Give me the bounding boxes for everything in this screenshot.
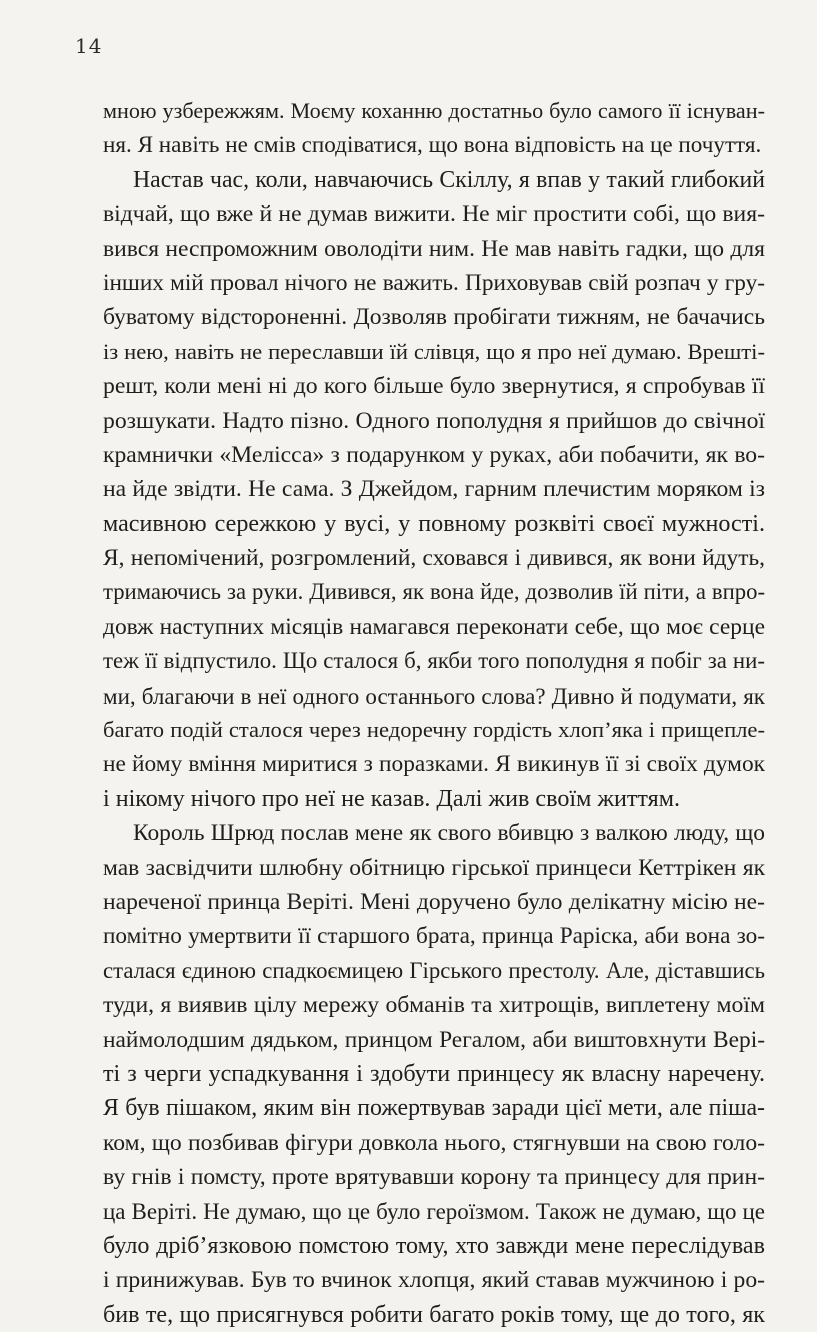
text-line: Настав час, коли, навчаючись Скіллу, я впав у такий глибокий [133,166,765,193]
text-line: багато подій сталося через недоречну гордість хлоп’яка і прищепле- [103,717,765,743]
text-line: і нікому нічого про неї не казав. Далі жив своїм життям. [103,785,680,812]
text-line: бив те, що присягнувся робити багато років тому, ще до того, як [103,1301,765,1328]
text-line: решт, коли мені ні до кого більше було звернутися, я спробував її [103,373,765,400]
text-line: ня. Я навіть не смів сподіватися, що вона відповість на це почуття. [103,132,762,159]
text-line: ми, благаючи в неї одного останнього слова? Дивно й подумати, як [103,682,765,709]
text-line: ву гнів і помсту, проте врятувавши корону та принцесу для прин- [103,1164,765,1191]
text-line: відчай, що вже й не думав вижити. Не міг простити собі, що вия- [103,201,765,228]
text-line: сталася єдиною спадкоємицею Гірського престолу. Але, діставшись [103,957,765,983]
text-line: теж її відпустило. Що сталося б, якби того пополудня я побіг за ни- [103,648,765,674]
page-number: 14 [75,34,103,58]
text-line: нареченої принца Веріті. Мені доручено було делікатну місію не- [103,888,765,915]
text-line: ца Веріті. Не думаю, що це було героїзмом. Також не думаю, що це [103,1198,765,1224]
text-line: із нею, навіть не переславши їй слівця, що я про неї думаю. Врешті- [103,338,765,364]
text-line: не йому вміння миритися з поразками. Я викинув її зі своїх думок [103,751,765,778]
text-line: мною узбережжям. Моєму коханню достатньо було самого її існуван- [103,98,765,123]
text-line: Король Шрюд послав мене як свого вбивцю з валкою люду, що [133,820,765,847]
text-line: буватому відстороненні. Дозволяв пробігати тижням, не бачачись [103,304,765,331]
text-line: на йде звідти. Не сама. З Джейдом, гарним плечистим моряком із [103,476,765,503]
text-line: мав засвідчити шлюбну обітницю гірської принцеси Кеттрікен як [103,854,765,881]
body-text [103,94,765,1332]
text-line: тримаючись за руки. Дивився, як вона йде, дозволив їй піти, а впро- [103,579,765,605]
text-line: ті з черги успадкування і здобути принцесу як власну наречену. [103,1060,765,1087]
text-line: розшукати. Надто пізно. Одного пополудня я прийшов до свічної [103,407,765,434]
text-line: Я був пішаком, яким він пожертвував заради цієї мети, але піша- [103,1095,765,1122]
text-line: наймолодшим дядьком, принцом Регалом, аби виштовхнути Вері- [103,1026,765,1053]
text-line: вився неспроможним оволодіти ним. Не мав навіть гадки, що для [103,235,765,262]
text-line: і принижував. Був то вчинок хлопця, який ставав мужчиною і ро- [103,1267,765,1294]
text-line: довж наступних місяців намагався переконати себе, що моє серце [103,613,765,640]
text-line: ком, що позбивав фігури довкола нього, стягнувши на свою голо- [103,1129,765,1156]
text-line: помітно умертвити її старшого брата, принца Раріска, аби вона зо- [103,923,765,950]
text-line: туди, я виявив цілу мережу обманів та хитрощів, виплетену моїм [103,992,765,1019]
text-line: Я, непомічений, розгромлений, сховався і дивився, як вони йдуть, [103,545,765,572]
text-line: масивною сережкою у вусі, у повному розквіті своєї мужності. [103,510,765,537]
text-line: крамнички «Мелісса» з подарунком у руках, аби побачити, як во- [103,441,765,468]
text-line: було дріб’язковою помстою тому, хто завжди мене переслідував [103,1232,765,1259]
text-line: інших мій провал нічого не важить. Приховував свій розпач у гру- [103,269,765,296]
